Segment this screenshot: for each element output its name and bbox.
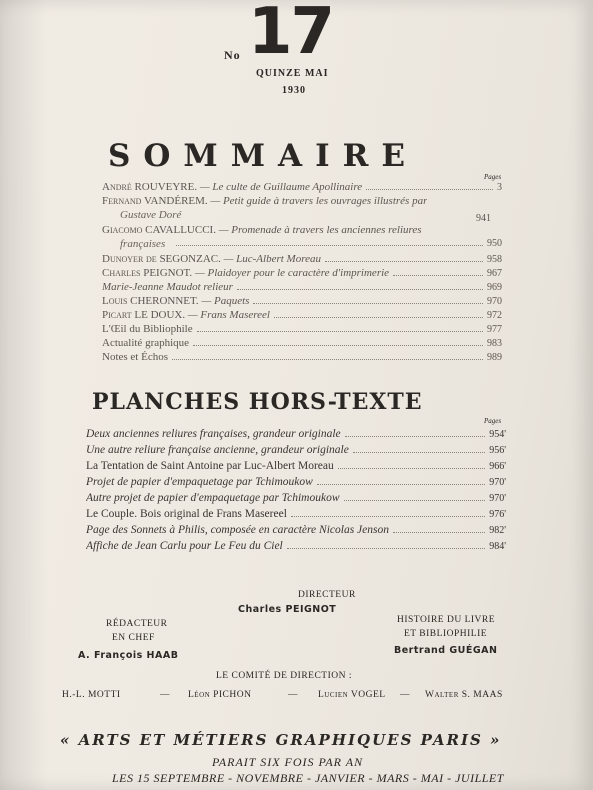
toc-page: 977 (487, 324, 502, 335)
toc-title: Actualité graphique (102, 337, 190, 349)
toc-author: Charles PEIGNOT. (102, 267, 193, 279)
toc-author: Fernand VANDÉREM. (102, 195, 208, 207)
comite-label: LE COMITÉ DE DIRECTION : (216, 671, 353, 681)
toc-title-continued: françaises (120, 238, 166, 250)
plate-text: La Tentation de Saint Antoine par Luc-Albert Moreau (86, 460, 334, 472)
toc-entry (102, 223, 502, 237)
toc-title: — Le culte de Guillaume Apollinaire (197, 181, 363, 193)
toc-entry (102, 180, 502, 195)
plate-text: Deux anciennes reliures françaises, grandeur originale (86, 428, 341, 440)
plate-entry (86, 540, 506, 552)
toc-entry (102, 194, 502, 208)
directeur-label: DIRECTEUR (298, 590, 356, 600)
issue-year: 1930 (282, 85, 306, 96)
histoire-label-2: ET BIBLIOPHILIE (404, 629, 488, 639)
plate-text: Projet de papier d'empaquetage par Tchimoukow (86, 476, 313, 488)
toc-entry (102, 266, 502, 281)
planches-pages-label: Pages (484, 417, 502, 425)
toc-author: Dunoyer de SEGONZAC. (102, 253, 221, 265)
plate-entry (86, 428, 506, 440)
comite-member: H.-L. MOTTI (62, 690, 121, 700)
toc-page: 941 (476, 213, 491, 224)
toc-entry (102, 308, 502, 323)
toc-author: André ROUVEYRE. (102, 181, 198, 193)
toc-entry (102, 336, 502, 351)
toc-title: — Petit guide à travers les ouvrages illustrés par (207, 195, 428, 207)
directeur-name: Charles PEIGNOT (238, 604, 337, 615)
toc-entry (102, 350, 502, 365)
toc-author: Picart LE DOUX. (102, 309, 186, 321)
toc-author: Giacomo CAVALLUCCI. (102, 224, 216, 236)
histoire-name: Bertrand GUÉGAN (394, 645, 498, 656)
plate-text: Affiche de Jean Carlu pour Le Feu du Ciel (86, 540, 283, 552)
plate-page: 954' (489, 429, 506, 440)
toc-entry (102, 294, 502, 309)
publication-dates: LES 15 SEPTEMBRE - NOVEMBRE - JANVIER - MARS - MAI - JUILLET (112, 771, 504, 785)
toc-title-continued: Gustave Doré (120, 209, 182, 221)
histoire-label-1: HISTOIRE DU LIVRE (397, 615, 496, 625)
plate-page: 966' (489, 461, 506, 472)
plate-page: 956' (489, 445, 506, 456)
toc-title: Notes et Échos (102, 351, 168, 363)
comite-separator: — (400, 690, 410, 700)
redacteur-name: A. François HAAB (78, 650, 179, 661)
sommaire-pages-label: Pages (484, 173, 502, 181)
comite-member: Lucien VOGEL (318, 690, 386, 700)
plate-text: Le Couple. Bois original de Frans Masereel (86, 508, 287, 520)
toc-page: 967 (487, 268, 502, 279)
toc-page: 983 (487, 338, 502, 349)
plate-entry (86, 508, 506, 520)
plate-page: 970' (489, 493, 506, 504)
comite-separator: — (288, 690, 298, 700)
toc-page: 969 (487, 282, 502, 293)
toc-title: — Promenade à travers les anciennes reliures (215, 224, 422, 236)
plate-text: Autre projet de papier d'empaquetage par Tchimoukow (86, 492, 340, 504)
toc-page: 958 (487, 254, 502, 265)
issue-number-label: No (224, 48, 241, 62)
plate-page: 982' (489, 525, 506, 536)
plate-entry (86, 460, 506, 472)
publication-frequency: PARAIT SIX FOIS PAR AN (212, 755, 364, 769)
plate-page: 976' (489, 509, 506, 520)
redacteur-label-1: RÉDACTEUR (106, 619, 168, 629)
toc-page: 3 (497, 182, 502, 193)
planches-title: PLANCHES HORS-TEXTE (92, 389, 423, 415)
plate-entry (86, 492, 506, 504)
plate-page: 970' (489, 477, 506, 488)
sommaire-title: SOMMAIRE (108, 138, 418, 174)
comite-separator: — (160, 690, 170, 700)
toc-page: 972 (487, 310, 502, 321)
toc-entry (102, 280, 502, 295)
toc-page: 989 (487, 352, 502, 363)
plate-entry (86, 476, 506, 488)
publication-title: « ARTS ET MÉTIERS GRAPHIQUES PARIS » (60, 731, 502, 749)
toc-entry (102, 322, 502, 337)
issue-date: QUINZE MAI (256, 68, 329, 79)
toc-title: — Paquets (198, 295, 250, 307)
comite-member: Walter S. MAAS (425, 690, 503, 700)
toc-entry (102, 252, 502, 267)
plate-text: Une autre reliure française ancienne, grandeur originale (86, 444, 349, 456)
toc-page: 970 (487, 296, 502, 307)
toc-title: — Luc-Albert Moreau (220, 253, 321, 265)
plate-text: Page des Sonnets à Philis, composée en caractère Nicolas Jenson (86, 524, 389, 536)
toc-author: Louis CHERONNET. (102, 295, 199, 307)
toc-dots-row (172, 237, 502, 251)
redacteur-label-2: EN CHEF (112, 633, 155, 643)
toc-title: — Frans Masereel (185, 309, 270, 321)
plate-page: 984' (489, 541, 506, 552)
issue-number: 17 (248, 0, 334, 69)
toc-title: Marie-Jeanne Maudot relieur (102, 281, 233, 293)
toc-title: L'Œil du Bibliophile (102, 323, 193, 335)
plate-entry (86, 524, 506, 536)
comite-member: Léon PICHON (188, 690, 252, 700)
page-shadow (0, 0, 48, 790)
toc-title: — Plaidoyer pour le caractère d'imprimerie (192, 267, 390, 279)
plate-entry (86, 444, 506, 456)
toc-page: 950 (487, 238, 502, 249)
